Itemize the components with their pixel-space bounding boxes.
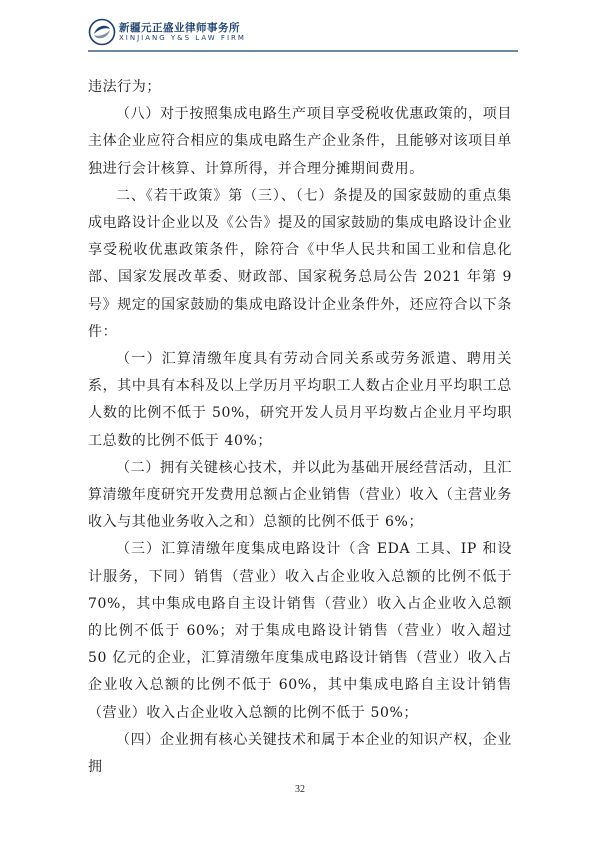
header-divider xyxy=(88,50,518,52)
paragraph-condition-4: （四）企业拥有核心关键技术和属于本企业的知识产权，企业拥 xyxy=(88,731,512,776)
paragraph-continuation: 违法行为； xyxy=(88,79,161,95)
paragraph-item-8: （八）对于按照集成电路生产项目享受税收优惠政策的，项目主体企业应符合相应的集成电路生产企业条件，且能够对该项目单独进行会计核算、计算所得，并合理分摊期间费用。 xyxy=(88,106,512,177)
paragraph-section-2: 二、《若干政策》第（三）、（七）条提及的国家鼓励的重点集成电路设计企业以及《公告》提及的国家鼓励的集成电路设计企业享受税收优惠政策条件，除符合《中华人民共和国工业和信息化部、国家发展改革委、财政部、国家税务总局公告 2021 年第 9 号》规定的国家鼓励的集成电路设计企业条件外，还应符合以下条件： xyxy=(88,187,512,340)
paragraph-condition-2: （二）拥有关键核心技术，并以此为基础开展经营活动，且汇算清缴年度研究开发费用总额占企业销售（营业）收入（主营业务收入与其他业务收入之和）总额的比例不低于 6%； xyxy=(88,459,512,531)
page-header xyxy=(88,16,518,48)
firm-name-english: XINJIANG Y&S LAW FIRM xyxy=(119,34,246,42)
firm-name-chinese: 新疆元正盛业律师事务所 xyxy=(119,22,240,34)
paragraph-condition-1: （一）汇算清缴年度具有劳动合同关系或劳务派遣、聘用关系，其中具有本科及以上学历月平均职工人数占企业月平均职工总人数的比例不低于 50%，研究开发人员月平均数占企业月平均职工总数的比例不低于 40%； xyxy=(88,351,512,449)
page-number: 32 xyxy=(295,784,305,795)
firm-logo-icon xyxy=(88,18,116,46)
paragraph-condition-3: （三）汇算清缴年度集成电路设计（含 EDA 工具、IP 和设计服务，下同）销售（营业）收入占企业收入总额的比例不低于 70%，其中集成电路自主设计销售（营业）收入占企业收入总额的比例不低于 60%；对于集成电路设计销售（营业）收入超过 50 亿元的企业，汇算清缴年度集成电路设计销售（营业）收入占企业收入总额的比例不低于 60%，其中集成电路自主设计销售（营业）收入占企业收入总额的比例不低于 50%； xyxy=(88,541,512,721)
document-body xyxy=(88,74,512,781)
